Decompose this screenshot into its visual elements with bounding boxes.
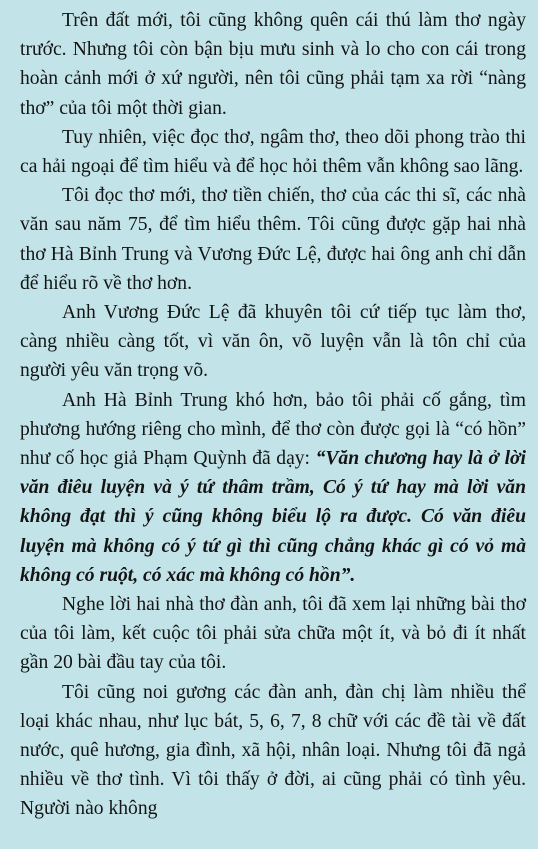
paragraph-2-text: Tuy nhiên, việc đọc thơ, ngâm thơ, theo dõi phong trào thi ca hải ngoại để tìm hiểu và để học hỏi thêm vẫn không sao lãng. [20,126,526,178]
paragraph-2 [20,123,526,181]
paragraph-5-quote: “Văn chương hay là ở lời văn điêu luyện và ý tứ thâm trầm, Có ý tứ hay mà lời văn không đạt thì ý cũng không biểu lộ ra được. Có văn điêu luyện mà không có ý tứ gì thì cũng chẳng khác gì có vỏ mà không có ruột, có xác mà không có hồn”. [20,448,526,586]
paragraph-5 [20,386,526,590]
paragraph-3 [20,181,526,298]
paragraph-7 [20,678,526,824]
paragraph-1-text: Trên đất mới, tôi cũng không quên cái thú làm thơ ngày trước. Nhưng tôi còn bận bịu mưu sinh và lo cho con cái trong hoàn cảnh mới ở xứ người, nên tôi cũng phải tạm xa rời “nàng thơ” của tôi một thời gian. [20,10,526,119]
paragraph-7-text: Tôi cũng noi gương các đàn anh, đàn chị làm nhiều thể loại khác nhau, như lục bát, 5, 6, 7, 8 chữ với các đề tài về đất nước, quê hương, gia đình, xã hội, nhân loại. Nhưng tôi đã ngả nhiều về thơ tình. Vì tôi thấy ở đời, ai cũng phải có tình yêu. Người nào không [20,681,526,820]
paragraph-6-text: Nghe lời hai nhà thơ đàn anh, tôi đã xem lại những bài thơ của tôi làm, kết cuộc tôi phải sửa chữa một ít, và bỏ đi ít nhất gần 20 bài đầu tay của tôi. [20,594,526,674]
paragraph-5-text: Anh Hà Bỉnh Trung khó hơn, bảo tôi phải cố gắng, tìm phương hướng riêng cho mình, để thơ còn được gọi là “có hồn” như cố học giả Phạm Quỳnh đã dạy: [20,389,526,470]
paragraph-3-text: Tôi đọc thơ mới, thơ tiền chiến, thơ của các thi sĩ, các nhà văn sau năm 75, để tìm hiểu thêm. Tôi cũng được gặp hai nhà thơ Hà Bỉnh Trung và Vương Đức Lệ, được hai ông anh chỉ dẫn để hiểu rõ về thơ hơn. [20,185,526,294]
paragraph-4 [20,298,526,386]
paragraph-4-text: Anh Vương Đức Lệ đã khuyên tôi cứ tiếp tục làm thơ, càng nhiều càng tốt, vì văn ôn, võ luyện vẫn là tôn chỉ của người yêu văn trọng võ. [20,302,526,382]
paragraph-6 [20,590,526,678]
paragraph-1 [20,6,526,123]
